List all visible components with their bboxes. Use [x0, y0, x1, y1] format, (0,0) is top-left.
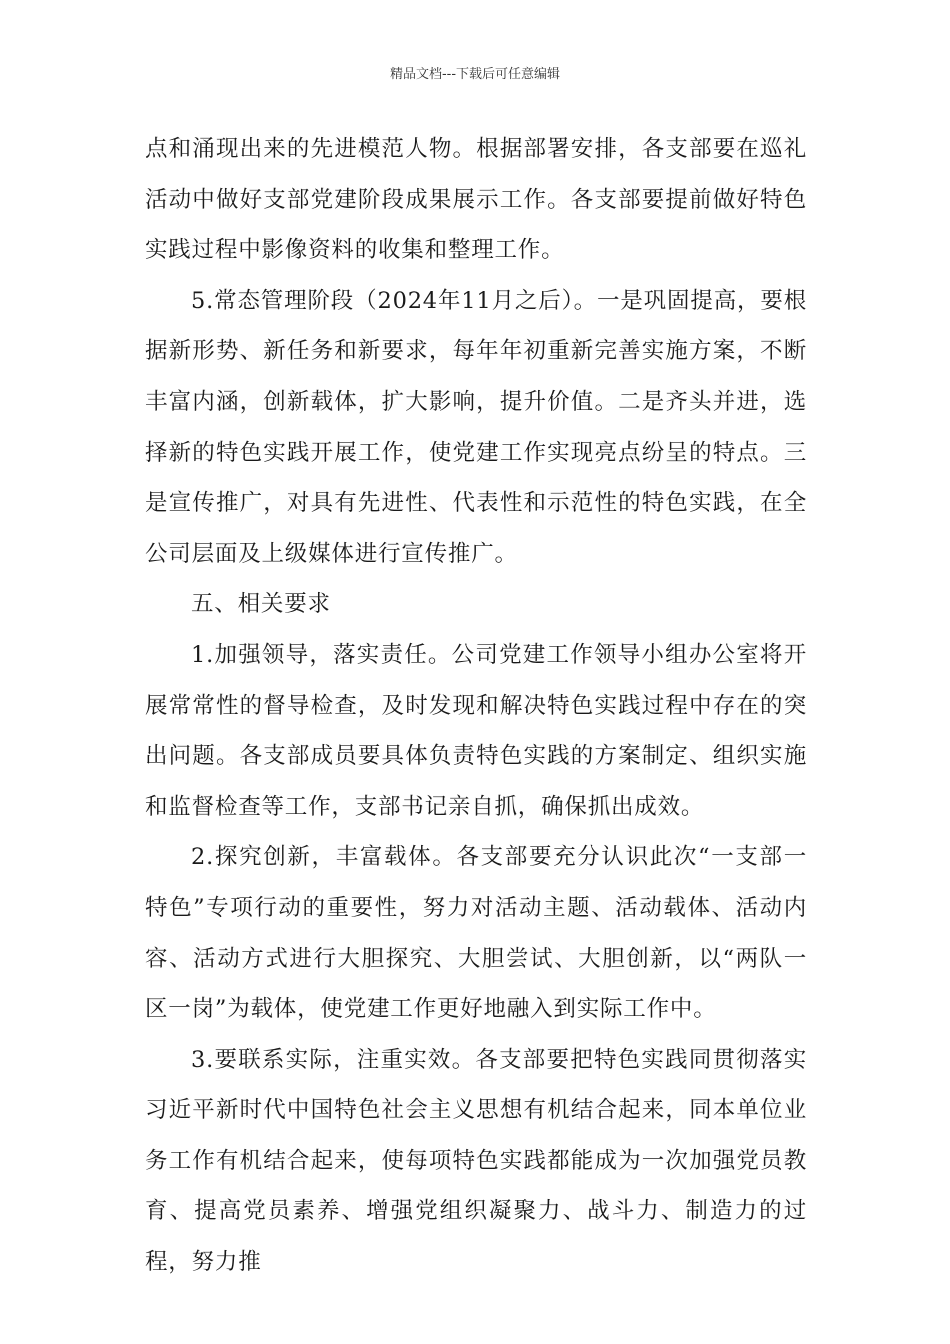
paragraph-stage-5: 5.常态管理阶段（2024年11月之后）。一是巩固提高，要根据新形势、新任务和新要求，每年年初重新完善实施方案，不断丰富内涵，创新载体，扩大影响，提升价值。二是齐头并进，选择新的特色实践开展工作，使党建工作实现亮点纷呈的特点。三是宣传推广，对具有先进性、代表性和示范性的特色实践，在全公司层面及上级媒体进行宣传推广。: [145, 287, 807, 567]
section-heading-requirements: 五、相关要求: [191, 591, 331, 618]
paragraph-requirement-3: 3.要联系实际，注重实效。各支部要把特色实践同贯彻落实习近平新时代中国特色社会主义思想有机结合起来，同本单位业务工作有机结合起来，使每项特色实践都能成为一次加强党员教育、提高党员素养、增强党组织凝聚力、战斗力、制造力的过程，努力推: [145, 1046, 807, 1276]
document-body: [145, 124, 807, 1288]
paragraph-requirement-1: 1.加强领导，落实责任。公司党建工作领导小组办公室将开展常常性的督导检查，及时发现和解决特色实践过程中存在的突出问题。各支部成员要具体负责特色实践的方案制定、组织实施和监督检查等工作，支部书记亲自抓，确保抓出成效。: [145, 641, 807, 820]
paragraph-continuation: 点和涌现出来的先进模范人物。根据部署安排，各支部要在巡礼活动中做好支部党建阶段成果展示工作。各支部要提前做好特色实践过程中影像资料的收集和整理工作。: [145, 136, 807, 264]
page-header: 精品文档---下载后可任意编辑: [389, 67, 561, 82]
paragraph-requirement-2: 2.探究创新，丰富载体。各支部要充分认识此次“一支部一特色”专项行动的重要性，努力对活动主题、活动载体、活动内容、活动方式进行大胆探究、大胆尝试、大胆创新，以“两队一区一岗”为载体，使党建工作更好地融入到实际工作中。: [145, 844, 807, 1023]
